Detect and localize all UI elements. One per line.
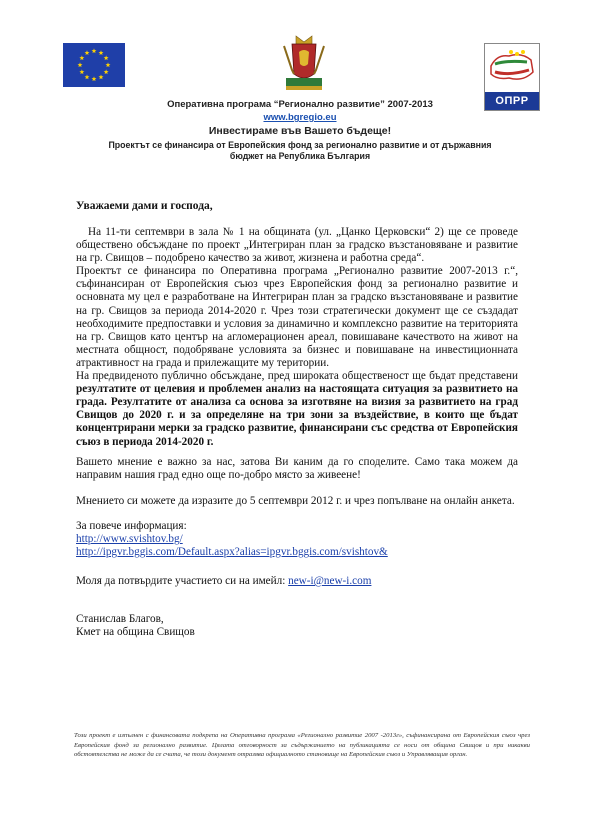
paragraph-presentation-intro: На предвиденото публично обсъждане, пред широката общественост ще бъдат представени [76, 370, 518, 383]
paragraph-deadline: Мнението си можете да изразите до 5 септември 2012 г. и чрез попълване на онлайн анкета. [76, 495, 515, 507]
paragraph-presentation [76, 370, 518, 449]
signature-name: Станислав Благов, [76, 613, 164, 625]
greeting: Уважаеми дами и господа, [76, 200, 213, 212]
program-title: Оперативна програма “Регионално развитие” 2007-2013 [167, 99, 433, 110]
website-link[interactable]: www.bgregio.eu [263, 112, 337, 123]
footer-disclaimer: Този проект е изпълнен с финансовата подкрепа на Оперативна програма «Регионално развитие 2007 -2013г», съфинансирана от Европейския съюз чрез Европейския фонд за регионално развитие. Цялата отговорност за съдържанието на публикацията се носи от община Свищов и при никакви обстоятелства не може да се счита, че този документ отразява официалното становище на Европейския съюз и Управляващия орган. [74, 732, 530, 759]
ipgvr-link[interactable]: http://ipgvr.bggis.com/Default.aspx?alias=ipgvr.bggis.com/svishtov& [76, 546, 388, 559]
eu-star-icon [104, 69, 109, 74]
eu-star-icon [104, 55, 109, 60]
eu-star-icon [85, 50, 90, 55]
email-link[interactable]: new-i@new-i.com [288, 575, 372, 587]
letter-body [76, 226, 518, 449]
funding-line-2: бюджет на Република България [229, 151, 371, 161]
signature-title: Кмет на община Свищов [76, 626, 195, 639]
eu-star-icon [99, 75, 104, 80]
slogan: Инвестираме във Вашето бъдеще! [208, 125, 392, 137]
signature-block [76, 613, 518, 639]
paragraph-project: Проектът се финансира по Оперативна програма „Регионално развитие 2007-2013 г.“, съфинансиран от Европейския съюз чрез Европейския фонд за регионално развитие и основната му цел е разработване на Интегриран план за градско възстановяване и развитие на гр. Свищов за периода 2014-2020 г. Чрез този стратегически документ ще се създадат необходимите предпоставки и условия за динамично и комплексно развитие на територията на гр. Свищов като център на агломерационен ареал, повишаване качеството на живот на местната общност, подобряване условията за бизнес и повишаване на инвестиционната атрактивност на града и прилежащите му територии. [76, 265, 518, 369]
oprr-logo [484, 43, 540, 111]
eu-star-icon [92, 48, 97, 53]
eu-star-icon [106, 62, 111, 67]
eu-star-icon [78, 62, 83, 67]
more-info-label: За повече информация: [76, 520, 187, 532]
funding-line-1: Проектът се финансира от Европейския фонд за регионално развитие и от държавния [108, 140, 492, 150]
oprr-logo-text: ОПРР [485, 92, 539, 110]
svishtov-website-link[interactable]: http://www.svishtov.bg/ [76, 533, 183, 546]
confirm-participation [76, 575, 518, 588]
eu-star-icon [92, 76, 97, 81]
eu-flag-logo [63, 43, 125, 87]
eu-stars-icon [63, 43, 125, 87]
more-info-block [76, 520, 518, 559]
paragraph-presentation-bold: резултатите от целевия и проблемен анализ на настоящата ситуация за развитието на града. Резултатите от анализа са основа за изготвяне на визия за развитието на град Свищов до 2020 г. и за определяне на три зони за въздействие, в които ще бъдат концентрирани мерки за градско развитие, финансирани със средства от Европейския съюз в периода 2014-2020 г. [76, 383, 518, 448]
eu-star-icon [79, 69, 84, 74]
eu-star-icon [85, 75, 90, 80]
paragraph-invitation: Вашето мнение е важно за нас, затова Ви каним да го споделите. Само така можем да направим нашия град едно още по-добро място за живеене! [76, 456, 518, 482]
confirm-text: Моля да потвърдите участието си на имейл: [76, 575, 289, 587]
eu-star-icon [99, 50, 104, 55]
paragraph-announcement: На 11-ти септември в зала № 1 на общината (ул. „Цанко Церковски“ 2) ще се проведе обществено обсъждане по проект „Интегриран план за градско възстановяване и развитие на гр. Свищов – подобрено качество за живот, жизнена и работна среда“. [76, 226, 518, 265]
bulgaria-coat-of-arms-logo [282, 34, 326, 92]
eu-star-icon [79, 55, 84, 60]
